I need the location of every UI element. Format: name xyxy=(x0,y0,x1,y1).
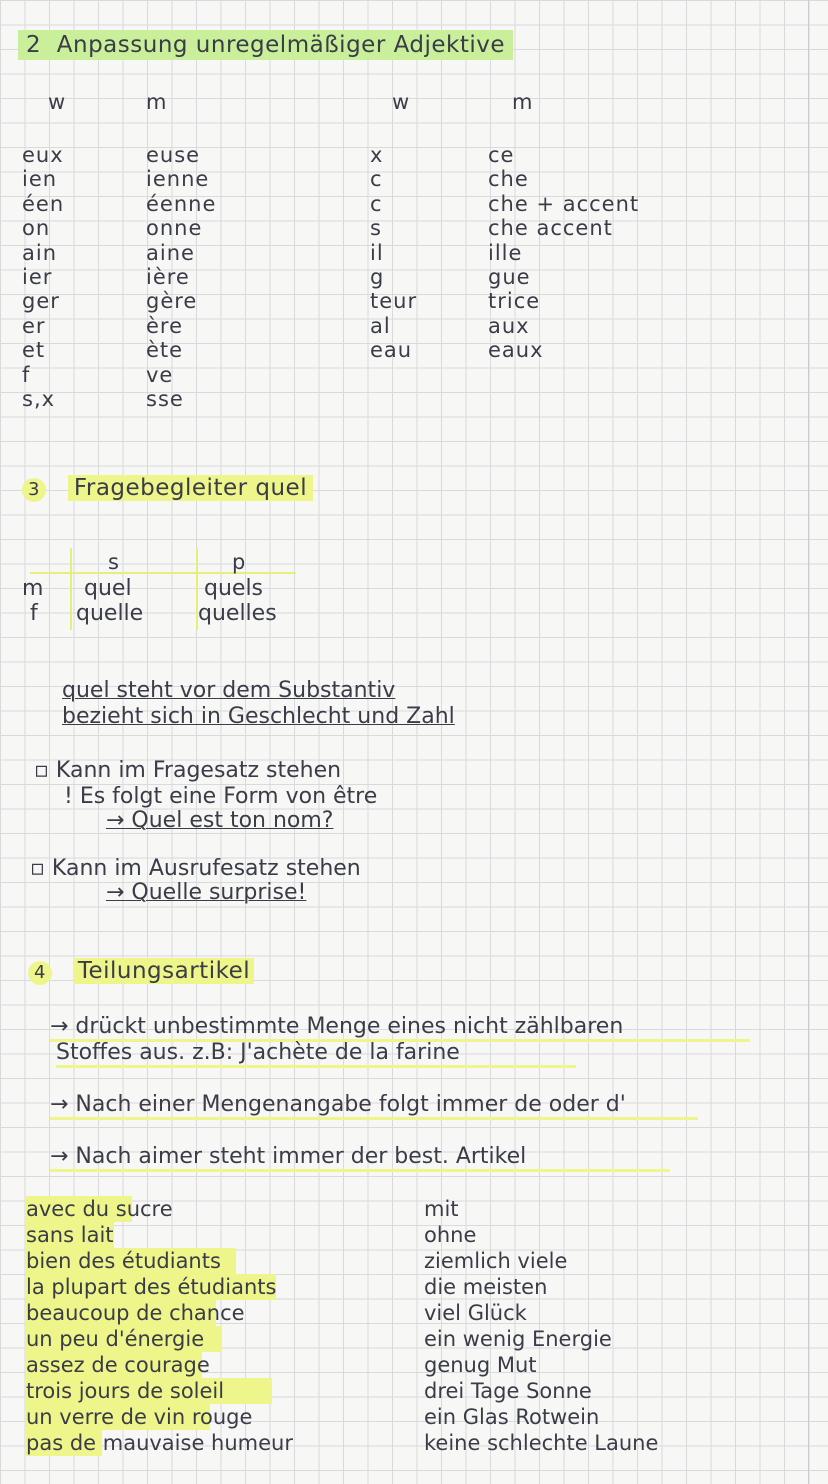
list-item: ger xyxy=(22,289,60,314)
table-row-label: f xyxy=(30,601,38,626)
list-item: teur xyxy=(370,289,418,314)
list-item: ien xyxy=(22,167,58,192)
list-item: die meisten xyxy=(424,1275,548,1299)
list-item: che + accent xyxy=(488,191,640,216)
list-item: c xyxy=(370,191,383,216)
section3-number: 3 xyxy=(22,478,46,502)
section4-title: Teilungsartikel xyxy=(74,958,254,984)
quel-point-1-example: → Quel est ton nom? xyxy=(106,808,334,833)
list-item: gère xyxy=(146,289,198,314)
notebook-margin-line xyxy=(808,0,809,1484)
quel-rule-2: bezieht sich in Geschlecht und Zahl xyxy=(62,704,455,729)
list-item: ve xyxy=(146,362,174,387)
list-item: eux xyxy=(22,143,64,167)
list-item: genug Mut xyxy=(424,1353,537,1377)
list-item: al xyxy=(370,313,391,338)
section3-title: Fragebegleiter quel xyxy=(68,475,313,501)
teilungsartikel-rule-3: → Nach aimer steht immer der best. Artikel xyxy=(50,1144,670,1172)
list-item: g xyxy=(370,265,385,290)
list-item: sans lait xyxy=(26,1223,114,1247)
list-item: on xyxy=(22,216,51,241)
list-item: ain xyxy=(22,240,58,265)
quel-rule-1: quel steht vor dem Substantiv xyxy=(62,678,396,703)
table-divider-vertical xyxy=(70,548,72,630)
list-item: ohne xyxy=(424,1223,477,1247)
list-item: trois jours de soleil xyxy=(26,1378,272,1404)
table-cell: quelle xyxy=(76,601,144,626)
quel-point-2: ▫ Kann im Ausrufesatz stehen xyxy=(30,856,361,881)
list-item: aux xyxy=(488,313,530,338)
list-item: beaucoup de chance xyxy=(26,1301,245,1325)
list-item: sse xyxy=(146,387,184,412)
list-item: un verre de vin rouge xyxy=(26,1405,253,1429)
section4-number: 4 xyxy=(28,961,52,985)
table-row-label: m xyxy=(22,576,44,601)
table-cell: quelles xyxy=(198,601,277,626)
list-item: assez de courage xyxy=(26,1353,210,1377)
phrase-list-french xyxy=(26,1196,293,1456)
checkbox-icon: ▫ xyxy=(30,856,45,881)
teilungsartikel-rule-1-line-1: → drückt unbestimmte Menge eines nicht zählbaren xyxy=(50,1014,750,1042)
group2-header-w: w xyxy=(392,90,410,114)
table-cell: quel xyxy=(84,576,132,601)
list-item: keine schlechte Laune xyxy=(424,1431,659,1455)
list-item: et xyxy=(22,338,46,363)
list-item: onne xyxy=(146,216,203,241)
quel-point-1-note: ! Es folgt eine Form von être xyxy=(64,784,378,809)
group1-fem-list xyxy=(146,143,216,411)
list-item: ère xyxy=(146,313,184,338)
table-header-plural: p xyxy=(232,550,246,574)
list-item: s xyxy=(370,216,382,241)
list-item: ète xyxy=(146,338,184,363)
list-item: ein Glas Rotwein xyxy=(424,1405,600,1429)
quel-point-1: ▫ Kann im Fragesatz stehen xyxy=(34,758,342,783)
list-item: éen xyxy=(22,191,65,216)
list-item: aine xyxy=(146,240,195,265)
list-item: viel Glück xyxy=(424,1301,527,1325)
group1-header-m: m xyxy=(146,90,167,114)
list-item: ein wenig Energie xyxy=(424,1327,612,1351)
list-item: euse xyxy=(146,143,201,167)
section3-heading xyxy=(22,475,313,502)
list-item: che accent xyxy=(488,216,613,241)
list-item: éenne xyxy=(146,191,217,216)
list-item: ziemlich viele xyxy=(424,1249,568,1273)
list-item: trice xyxy=(488,289,541,314)
quel-point-2-example: → Quelle surprise! xyxy=(106,880,307,905)
list-item: ienne xyxy=(146,167,210,192)
section4-heading xyxy=(28,958,254,985)
section2-heading xyxy=(18,30,513,60)
teilungsartikel-rule-2: → Nach einer Mengenangabe folgt immer de oder d' xyxy=(50,1092,698,1120)
list-item: x xyxy=(370,143,384,167)
table-cell: quels xyxy=(204,576,264,601)
phrase-list-german xyxy=(424,1196,658,1456)
list-item: avec du sucre xyxy=(26,1197,173,1221)
list-item: mit xyxy=(424,1197,459,1221)
list-item: ille xyxy=(488,240,523,265)
section2-title: Anpassung unregelmäßiger Adjektive xyxy=(56,32,506,58)
group2-masc-list xyxy=(370,143,417,363)
list-item: la plupart des étudiants xyxy=(26,1275,277,1299)
group1-header-w: w xyxy=(48,90,66,114)
list-item: s,x xyxy=(22,387,56,412)
list-item: eaux xyxy=(488,338,544,363)
list-item: che xyxy=(488,167,529,192)
checkbox-icon: ▫ xyxy=(34,758,49,783)
group1-masc-list xyxy=(22,143,64,411)
group2-fem-list xyxy=(488,143,639,363)
list-item: ce xyxy=(488,143,515,167)
list-item: il xyxy=(370,240,384,265)
teilungsartikel-rule-1-line-2: Stoffes aus. z.B: J'achète de la farine xyxy=(56,1040,576,1068)
list-item: c xyxy=(370,167,383,192)
section2-number: 2 xyxy=(26,32,42,58)
list-item: gue xyxy=(488,265,531,290)
list-item: bien des étudiants xyxy=(26,1248,236,1274)
group2-header-m: m xyxy=(512,90,533,114)
list-item: pas de mauvaise humeur xyxy=(26,1431,293,1455)
list-item: er xyxy=(22,313,46,338)
list-item: un peu d'énergie xyxy=(26,1326,222,1352)
list-item: eau xyxy=(370,338,413,363)
list-item: ière xyxy=(146,265,190,290)
table-header-singular: s xyxy=(108,550,119,574)
list-item: drei Tage Sonne xyxy=(424,1379,592,1403)
list-item: ier xyxy=(22,265,53,290)
list-item: f xyxy=(22,362,31,387)
